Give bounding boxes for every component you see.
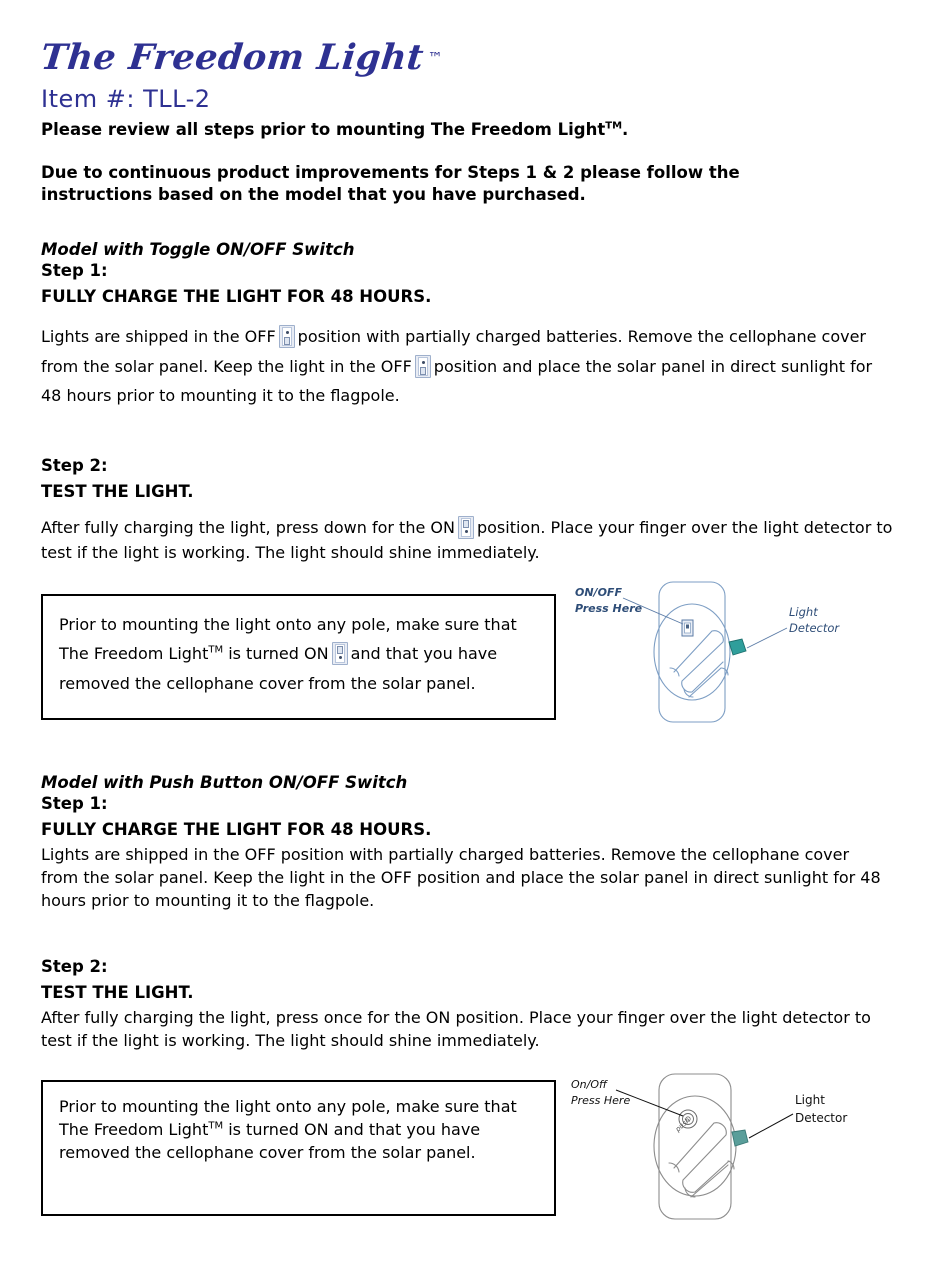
switch-toggle (337, 646, 343, 654)
light-switch-on-icon (458, 516, 474, 539)
section-1-note-text-2: is turned ON (228, 644, 329, 664)
section-1-note-text-3: and that you have removed the cellophane cover from the solar panel. (59, 644, 498, 694)
section-2-step-2-label: Step 2: (41, 957, 108, 977)
section-2-note-box (41, 1080, 556, 1216)
label-onoff-line-1: On/Off (571, 1078, 607, 1092)
label-onoff-line-2: Press Here (571, 1094, 631, 1108)
section-1-note-trademark: TM (208, 645, 224, 657)
section-2-note-trademark: TM (208, 1120, 224, 1132)
switch-toggle (463, 520, 469, 528)
section-1-step-1-text-2: position with partially charged batteries. Remove the cellophane cover from the solar panel. Keep the light in the OFF (41, 326, 866, 376)
section-1-note-row (41, 585, 909, 720)
switch-toggle (420, 367, 426, 375)
section-2-step-2-title: TEST THE LIGHT. (41, 983, 194, 1003)
switch-screw (286, 331, 289, 334)
section-1-step-2-text-1: After fully charging the light, press down for the ON (41, 518, 455, 538)
switch-screw (422, 361, 425, 364)
section-1-model-heading: Model with Toggle ON/OFF Switch (41, 239, 355, 259)
section-1-step-1-text-1: Lights are shipped in the OFF (41, 326, 276, 346)
label-onoff-line-2: Press Here (575, 601, 643, 615)
section-1-note-text (59, 610, 538, 699)
document-content (38, 37, 909, 1216)
section-1-step-2-body (41, 516, 901, 566)
section-2-note-text (59, 1096, 538, 1164)
label-detector-line-2: Detector (795, 1111, 848, 1126)
lens-circle (654, 1096, 736, 1196)
section-1-step-2-label: Step 2: (41, 455, 108, 475)
spacer (41, 308, 909, 322)
section-1-note-text-1: Prior to mounting the light onto any pole, make sure that The Freedom Light (59, 614, 517, 664)
section-2-step-1-body: Lights are shipped in the OFF position with partially charged batteries. Remove the cellophane cover from the solar panel. Keep the light in the OFF position and place the solar panel in direct sunlight for 48 hours prior to mounting it to the flagpole. (41, 844, 881, 911)
light-detector-swatch (729, 639, 746, 655)
light-switch-on-icon (332, 642, 348, 665)
item-number: Item #: TLL-2 (41, 85, 211, 113)
brand-logo (38, 37, 909, 78)
spacer (41, 140, 909, 162)
pushbutton-diagram-svg (571, 1068, 871, 1233)
label-onoff-line-1: ON/OFF (575, 585, 622, 599)
intro-line-1 (41, 119, 909, 140)
brand-logo-text: The Freedom Light (38, 37, 426, 78)
section-1-step-2-title: TEST THE LIGHT. (41, 481, 194, 501)
section-2-note-row (41, 1080, 909, 1216)
section-1-note-box (41, 594, 556, 720)
spacer (41, 411, 909, 455)
detector-leader-line (747, 628, 787, 648)
intro-line-1-text: Please review all steps prior to mounting The Freedom Light (41, 120, 606, 139)
push-button-caption: push (673, 1116, 692, 1134)
intro-line-1-trademark: TM (605, 120, 623, 132)
section-2-model-heading: Model with Push Button ON/OFF Switch (41, 772, 408, 792)
section-2-step-1-title: FULLY CHARGE THE LIGHT FOR 48 HOURS. (41, 820, 432, 840)
fixture-toggle-switch-icon (682, 620, 693, 636)
brand-logo-trademark: ™ (427, 48, 443, 67)
section-2-note-text-2: is turned ON and that you have removed the cellophane cover from the solar panel. (59, 1120, 481, 1162)
section-1-step-2-text-2: position. Place your finger over the light detector to test if the light is working. The light should shine immediately. (41, 518, 893, 563)
intro-line-2: Due to continuous product improvements for Steps 1 & 2 please follow the instructions based on the model that you have purchased. (41, 163, 740, 204)
spacer (41, 912, 909, 956)
label-detector-line-1: Light (795, 1093, 825, 1108)
light-detector-swatch (732, 1130, 748, 1146)
label-detector-line-1: Light (789, 604, 818, 619)
freedom-light-pushbutton-diagram (571, 1068, 871, 1228)
lamp-tube (670, 631, 728, 697)
toggle-diagram-svg (571, 576, 871, 736)
section-2-step-2-body: After fully charging the light, press once for the ON position. Place your finger over the light detector to test if the light is working. The light should shine immediately. (41, 1007, 871, 1051)
section-2-step-1-label: Step 1: (41, 794, 108, 814)
section-1-step-1-text-3: position and place the solar panel in direct sunlight for 48 hours prior to mounting it to the flagpole. (41, 356, 873, 406)
light-switch-off-icon (279, 325, 295, 348)
spacer (41, 205, 909, 239)
label-detector-line-2: Detector (789, 620, 840, 635)
section-1-step-1-title: FULLY CHARGE THE LIGHT FOR 48 HOURS. (41, 287, 432, 307)
detector-leader-line (749, 1114, 793, 1138)
light-switch-off-icon (415, 355, 431, 378)
section-1-step-1-body (41, 322, 896, 411)
freedom-light-toggle-diagram (571, 576, 871, 736)
switch-toggle (284, 337, 290, 345)
spacer (41, 502, 909, 516)
section-2-note-text-1: Prior to mounting the light onto any pole, make sure that The Freedom Light (59, 1097, 517, 1140)
section-1-step-1-label: Step 1: (41, 261, 108, 281)
intro-line-1-period: . (622, 120, 629, 139)
